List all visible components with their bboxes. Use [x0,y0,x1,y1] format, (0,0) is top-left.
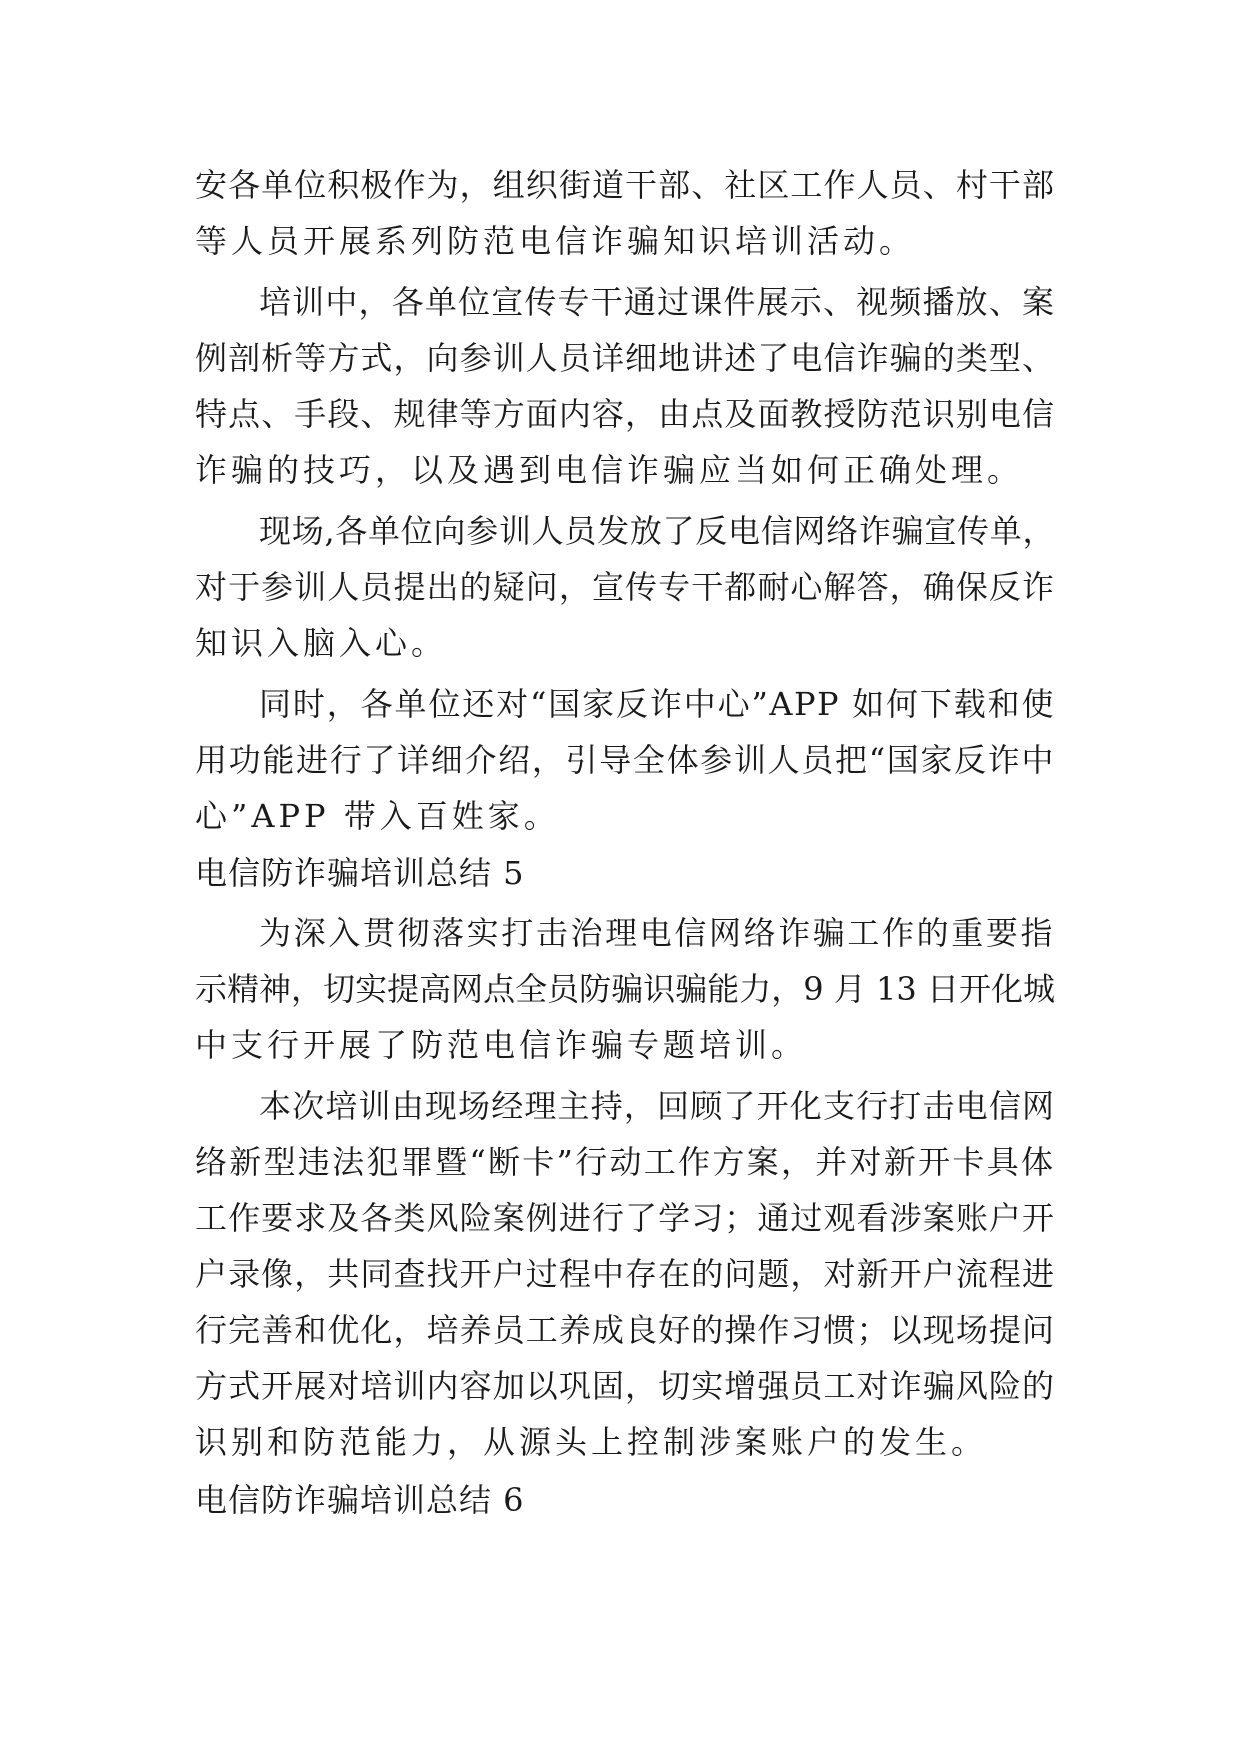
paragraph-6-line-5: 行完善和优化，培养员工养成良好的操作习惯；以现场提问 [195,1311,1055,1349]
paragraph-3-line-1: 现场,各单位向参训人员发放了反电信网络诈骗宣传单， [259,512,1055,550]
paragraph-4-line-2: 用功能进行了详细介绍，引导全体参训人员把“国家反诈中 [195,741,1055,779]
paragraph-2-line-3: 特点、手段、规律等方面内容，由点及面教授防范识别电信 [195,395,1055,433]
paragraph-3-line-2: 对于参训人员提出的疑问，宣传专干都耐心解答，确保反诈 [195,568,1055,606]
paragraph-6-line-6: 方式开展对培训内容加以巩固，切实增强员工对诈骗风险的 [195,1367,1055,1405]
paragraph-2-line-2: 例剖析等方式，向参训人员详细地讲述了电信诈骗的类型、 [195,339,1055,377]
paragraph-1-line-1: 安各单位积极作为，组织街道干部、社区工作人员、村干部 [195,166,1055,204]
paragraph-6-line-4: 户录像，共同查找开户过程中存在的问题，对新开户流程进 [195,1255,1055,1293]
paragraph-5-line-3: 中支行开展了防范电信诈骗专题培训。 [195,1026,808,1064]
section-heading-6: 电信防诈骗培训总结 6 [195,1481,525,1519]
paragraph-3-line-3: 知识入脑入心。 [195,624,448,662]
paragraph-6-line-2: 络新型违法犯罪暨“断卡”行动工作方案，并对新开卡具体 [195,1143,1055,1181]
paragraph-2-line-4: 诈骗的技巧，以及遇到电信诈骗应当如何正确处理。 [195,451,1024,489]
paragraph-4-line-3: 心”APP 带入百姓家。 [195,797,560,835]
paragraph-2-line-1: 培训中，各单位宣传专干通过课件展示、视频播放、案 [259,283,1055,321]
paragraph-6-line-1: 本次培训由现场经理主持，回顾了开化支行打击电信网 [259,1087,1055,1125]
section-heading-5: 电信防诈骗培训总结 5 [195,854,525,892]
paragraph-6-line-3: 工作要求及各类风险案例进行了学习；通过观看涉案账户开 [195,1199,1055,1237]
paragraph-4-line-1: 同时，各单位还对“国家反诈中心”APP 如何下载和使 [259,685,1055,723]
paragraph-5-line-1: 为深入贯彻落实打击治理电信网络诈骗工作的重要指 [259,914,1055,952]
paragraph-5-line-2: 示精神，切实提高网点全员防骗识骗能力，9 月 13 日开化城 [195,970,1055,1008]
paragraph-1-line-2: 等人员开展系列防范电信诈骗知识培训活动。 [195,222,916,260]
paragraph-6-line-7: 识别和防范能力，从源头上控制涉案账户的发生。 [195,1423,988,1461]
